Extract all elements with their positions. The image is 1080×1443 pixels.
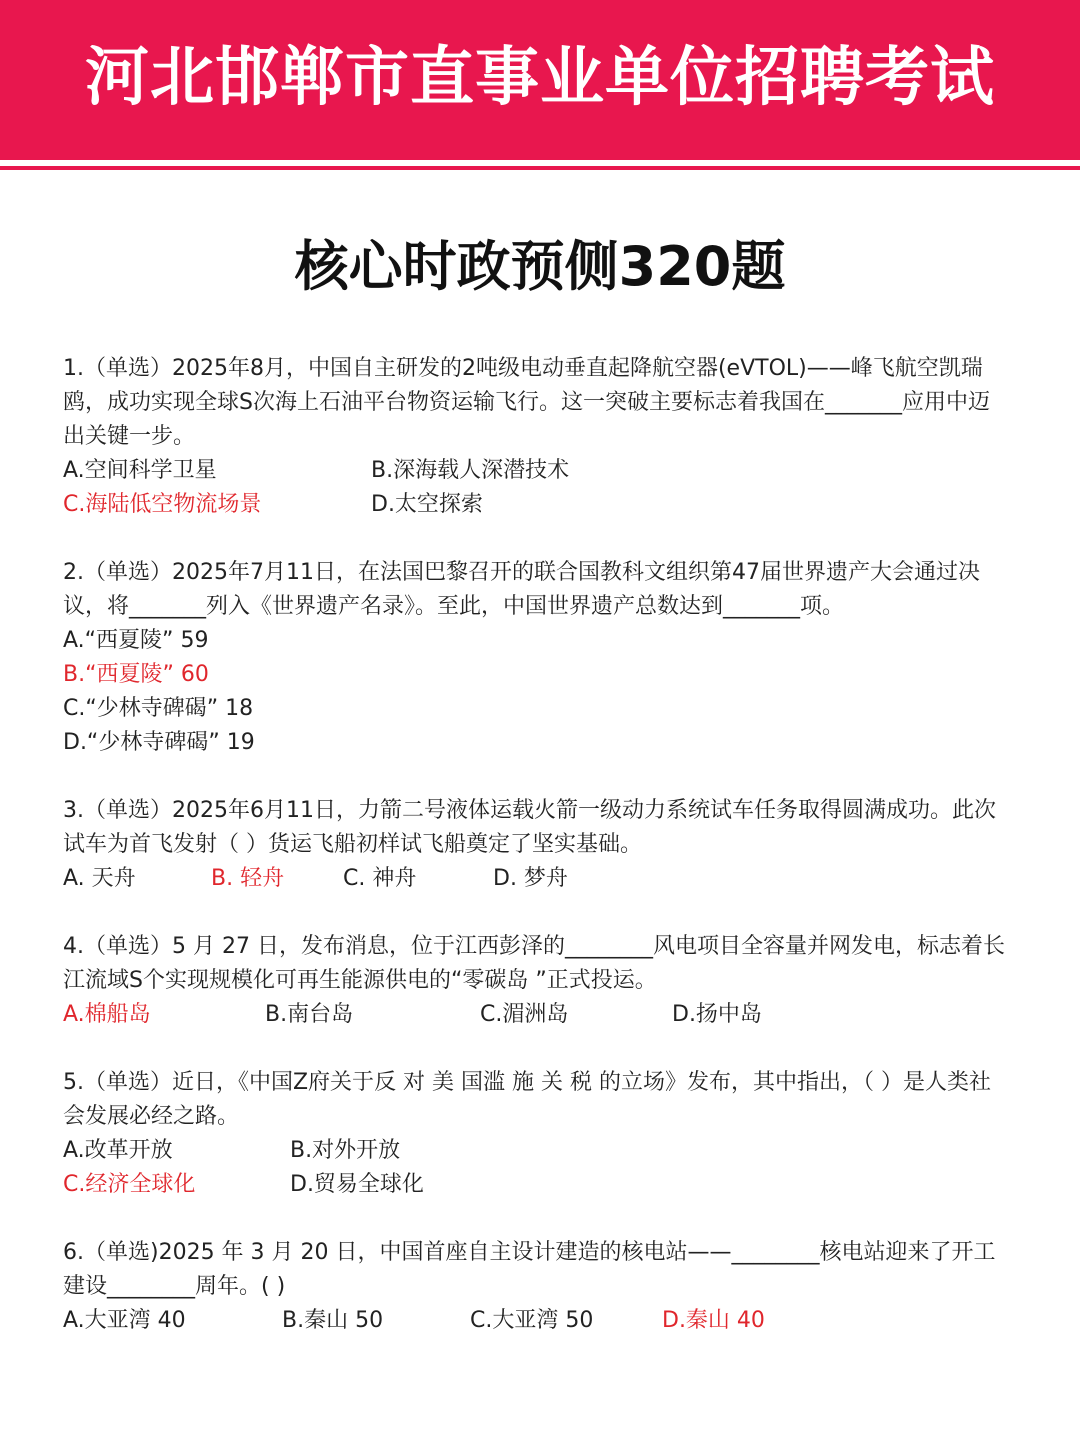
question-5 [63, 1066, 1008, 1202]
options [63, 454, 1008, 522]
question-stem: 5.（单选）近日，《中国Z府关于反 对 美 国滥 施 关 税 的立场》发布，其中指出，（ ）是人类社会发展必经之路。 [63, 1070, 992, 1129]
options [63, 1134, 1008, 1202]
page-title: 河北邯郸市直事业单位招聘考试 [85, 41, 995, 115]
options [63, 998, 1008, 1032]
divider [0, 166, 1080, 170]
option-a: A. 天舟 [63, 866, 136, 891]
option-b: B.对外开放 [290, 1138, 401, 1163]
question-stem: 1.（单选）2025年8月，中国自主研发的2吨级电动垂直起降航空器(eVTOL)——峰飞航空凯瑞鸥，成功实现全球S次海上石油平台物资运输飞行。这一突破主要标志着我国在_______应用中迈出关键一步。 [63, 356, 990, 449]
option-d: D.太空探索 [371, 492, 483, 517]
option-b: B. 轻舟 [211, 866, 285, 891]
option-c: C. 神舟 [343, 866, 417, 891]
option-a: A.大亚湾 40 [63, 1308, 186, 1333]
question-4 [63, 930, 1008, 1032]
subtitle: 核心时政预侧320题 [294, 235, 786, 298]
option-b: B.秦山 50 [282, 1308, 384, 1333]
header-banner [0, 0, 1080, 160]
option-a: A.改革开放 [63, 1138, 173, 1163]
option-b: B.深海载人深潜技术 [371, 458, 570, 483]
question-1 [63, 352, 1008, 522]
question-2 [63, 556, 1008, 760]
option-a: A.“西夏陵” 59 [63, 628, 209, 653]
options [63, 1304, 1008, 1338]
option-b: B.南台岛 [265, 1002, 354, 1027]
question-stem: 2.（单选）2025年7月11日，在法国巴黎召开的联合国教科文组织第47届世界遗产大会通过决议，将_______列入《世界遗产名录》。至此，中国世界遗产总数达到_______项。 [63, 560, 980, 619]
question-3 [63, 794, 1008, 896]
option-d: D.贸易全球化 [290, 1172, 424, 1197]
option-c: C.大亚湾 50 [470, 1308, 594, 1333]
question-stem: 3.（单选）2025年6月11日，力箭二号液体运载火箭一级动力系统试车任务取得圆满成功。此次试车为首飞发射（ ）货运飞船初样试飞船奠定了坚实基础。 [63, 798, 996, 857]
option-c: C.“少林寺碑碣” 18 [63, 696, 254, 721]
option-c: C.海陆低空物流场景 [63, 492, 262, 517]
option-b: B.“西夏陵” 60 [63, 662, 209, 687]
options [63, 624, 1008, 760]
question-list [63, 352, 1008, 1338]
option-c: C.湄洲岛 [480, 1002, 569, 1027]
option-c: C.经济全球化 [63, 1172, 196, 1197]
option-d: D.“少林寺碑碣” 19 [63, 730, 255, 755]
option-d: D.秦山 40 [662, 1308, 765, 1333]
question-stem: 6.（单选)2025 年 3 月 20 日，中国首座自主设计建造的核电站——________核电站迎来了开工建设________周年。( ) [63, 1240, 996, 1299]
option-d: D. 梦舟 [493, 866, 568, 891]
question-stem: 4.（单选）5 月 27 日，发布消息，位于江西彭泽的________风电项目全容量并网发电，标志着长江流域S个实现规模化可再生能源供电的“零碳岛 ”正式投运。 [63, 934, 1005, 993]
option-a: A.空间科学卫星 [63, 458, 217, 483]
option-d: D.扬中岛 [672, 1002, 762, 1027]
option-a: A.棉船岛 [63, 1002, 151, 1027]
question-6 [63, 1236, 1008, 1338]
options [63, 862, 1008, 896]
